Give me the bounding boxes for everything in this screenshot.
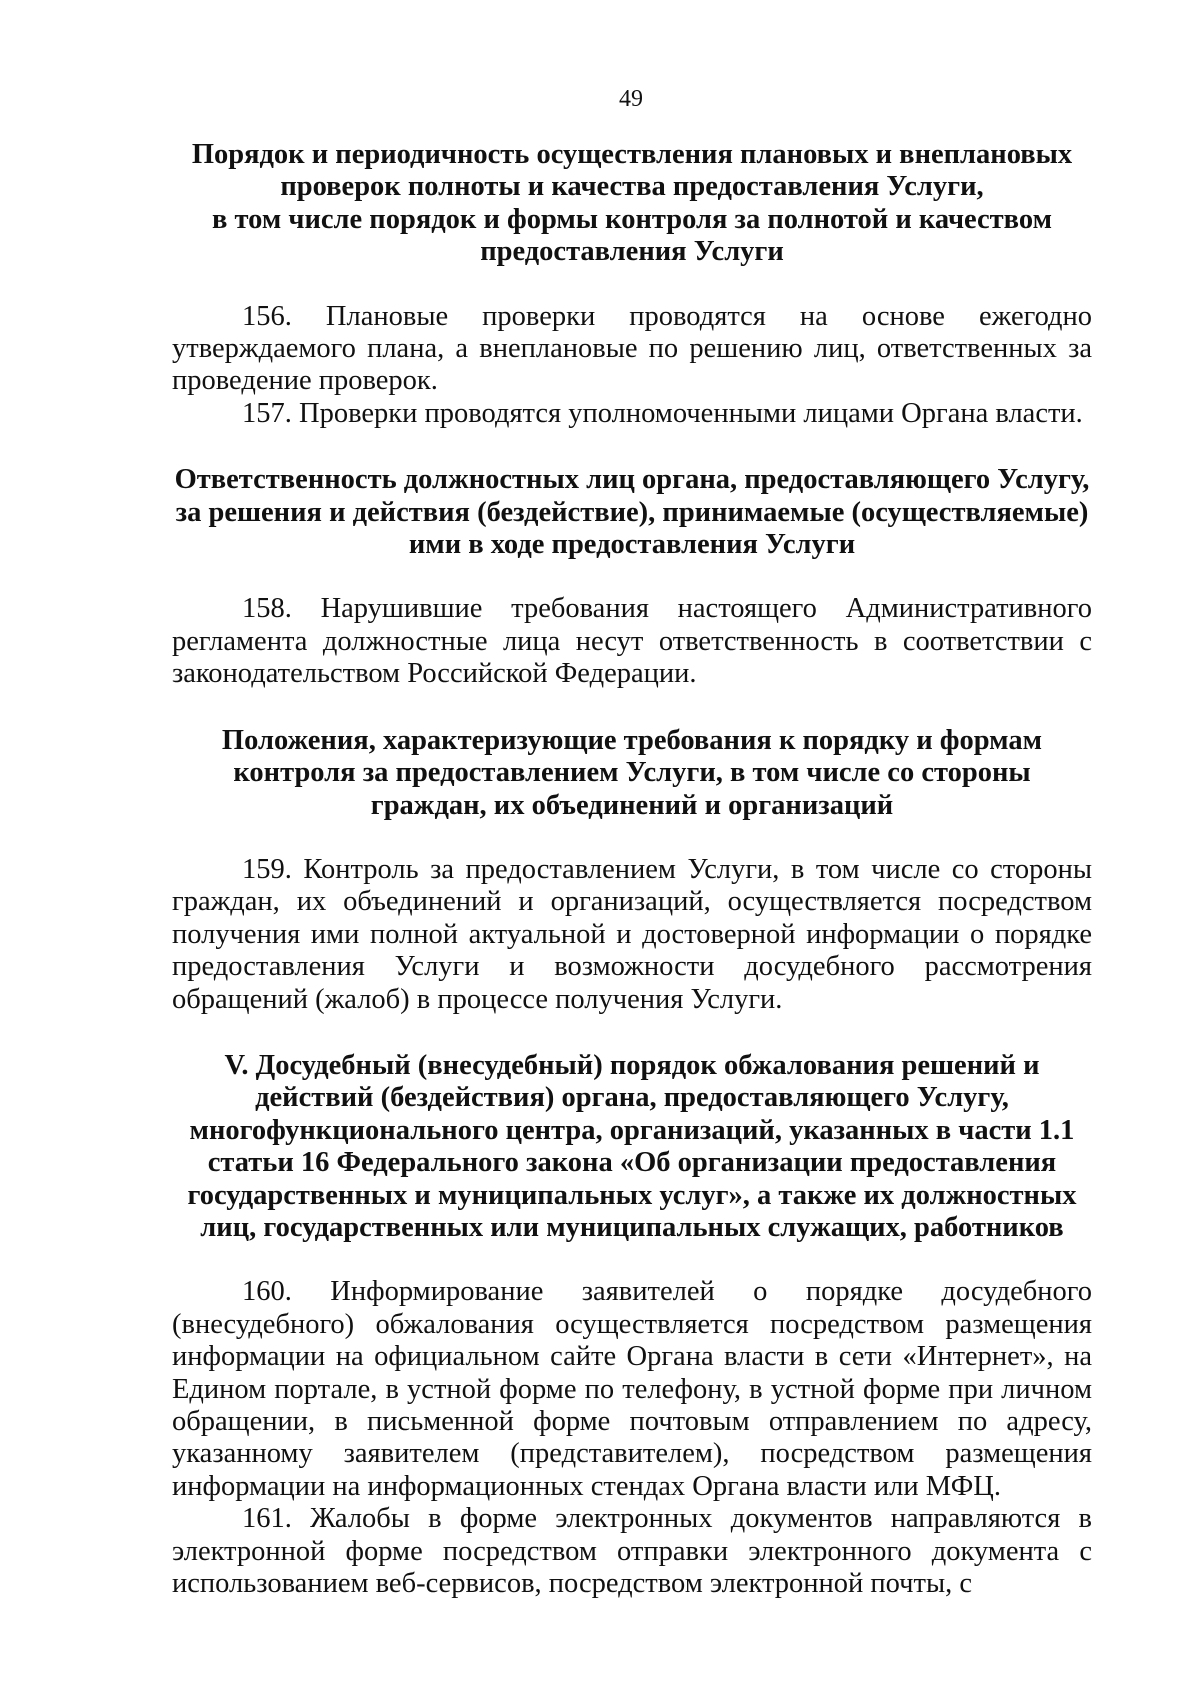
heading-line: за решения и действия (бездействие), принимаемые (осуществляемые) [175, 496, 1089, 528]
heading-line: действий (бездействия) органа, предоставляющего Услугу, [255, 1082, 1009, 1114]
heading-line: контроля за предоставлением Услуги, в том числе со стороны [233, 757, 1031, 789]
heading-line: Порядок и периодичность осуществления плановых и внеплановых [191, 139, 1073, 170]
paragraph-158: 158. Нарушившие требования настоящего Административного регламента должностные лица несут ответственность в соответствии с законодательством Российской Федерации. [172, 593, 1092, 690]
section-heading-control-provisions [172, 725, 1092, 822]
page-number: 49 [619, 86, 643, 112]
heading-line: статьи 16 Федерального закона «Об организации предоставления [207, 1147, 1057, 1179]
section-heading-inspections [172, 139, 1092, 269]
paragraph-156: 156. Плановые проверки проводятся на основе ежегодно утверждаемого плана, а внеплановые по решению лиц, ответственных за проведение проверок. [172, 300, 1092, 397]
heading-line: проверок полноты и качества предоставления Услуги, [280, 171, 984, 203]
heading-line: Ответственность должностных лиц органа, предоставляющего Услугу, [174, 464, 1090, 496]
heading-line: в том числе порядок и формы контроля за полнотой и качеством [212, 203, 1052, 235]
paragraph-157: 157. Проверки проводятся уполномоченными лицами Органа власти. [242, 397, 1083, 429]
document-body [172, 139, 1092, 1600]
section-heading-pretrial-appeal [172, 1050, 1092, 1244]
section-heading-responsibility [172, 464, 1092, 561]
heading-line: лиц, государственных или муниципальных служащих, работников [200, 1211, 1064, 1243]
paragraph-159: 159. Контроль за предоставлением Услуги, в том числе со стороны граждан, их объединений и организаций, осуществляется посредством получения ими полной актуальной и достоверной информации о порядке предоставления Услуги и возможности досудебного рассмотрения обращений (жалоб) в процессе получения Услуги. [172, 853, 1092, 1015]
heading-line: граждан, их объединений и организаций [370, 789, 894, 821]
heading-line: государственных и муниципальных услуг», а также их должностных [187, 1179, 1077, 1211]
heading-line: V. Досудебный (внесудебный) порядок обжалования решений и [224, 1049, 1040, 1081]
heading-line: многофункционального центра, организаций, указанных в части 1.1 [189, 1114, 1075, 1146]
heading-line: Положения, характеризующие требования к порядку и формам [221, 724, 1043, 756]
paragraph-160: 160. Информирование заявителей о порядке досудебного (внесудебного) обжалования осуществляется посредством размещения информации на официальном сайте Органа власти в сети «Интернет», на Едином портале, в устной форме по телефону, в устной форме при личном обращении, в письменной форме почтовым отправлением по адресу, указанному заявителем (представителем), посредством размещения информации на информационных стендах Органа власти или МФЦ. [172, 1276, 1092, 1502]
paragraph-161: 161. Жалобы в форме электронных документов направляются в электронной форме посредством отправки электронного документа с использованием веб-сервисов, посредством электронной почты, с [172, 1503, 1092, 1600]
heading-line: ими в ходе предоставления Услуги [408, 529, 856, 561]
heading-line: предоставления Услуги [480, 236, 784, 268]
